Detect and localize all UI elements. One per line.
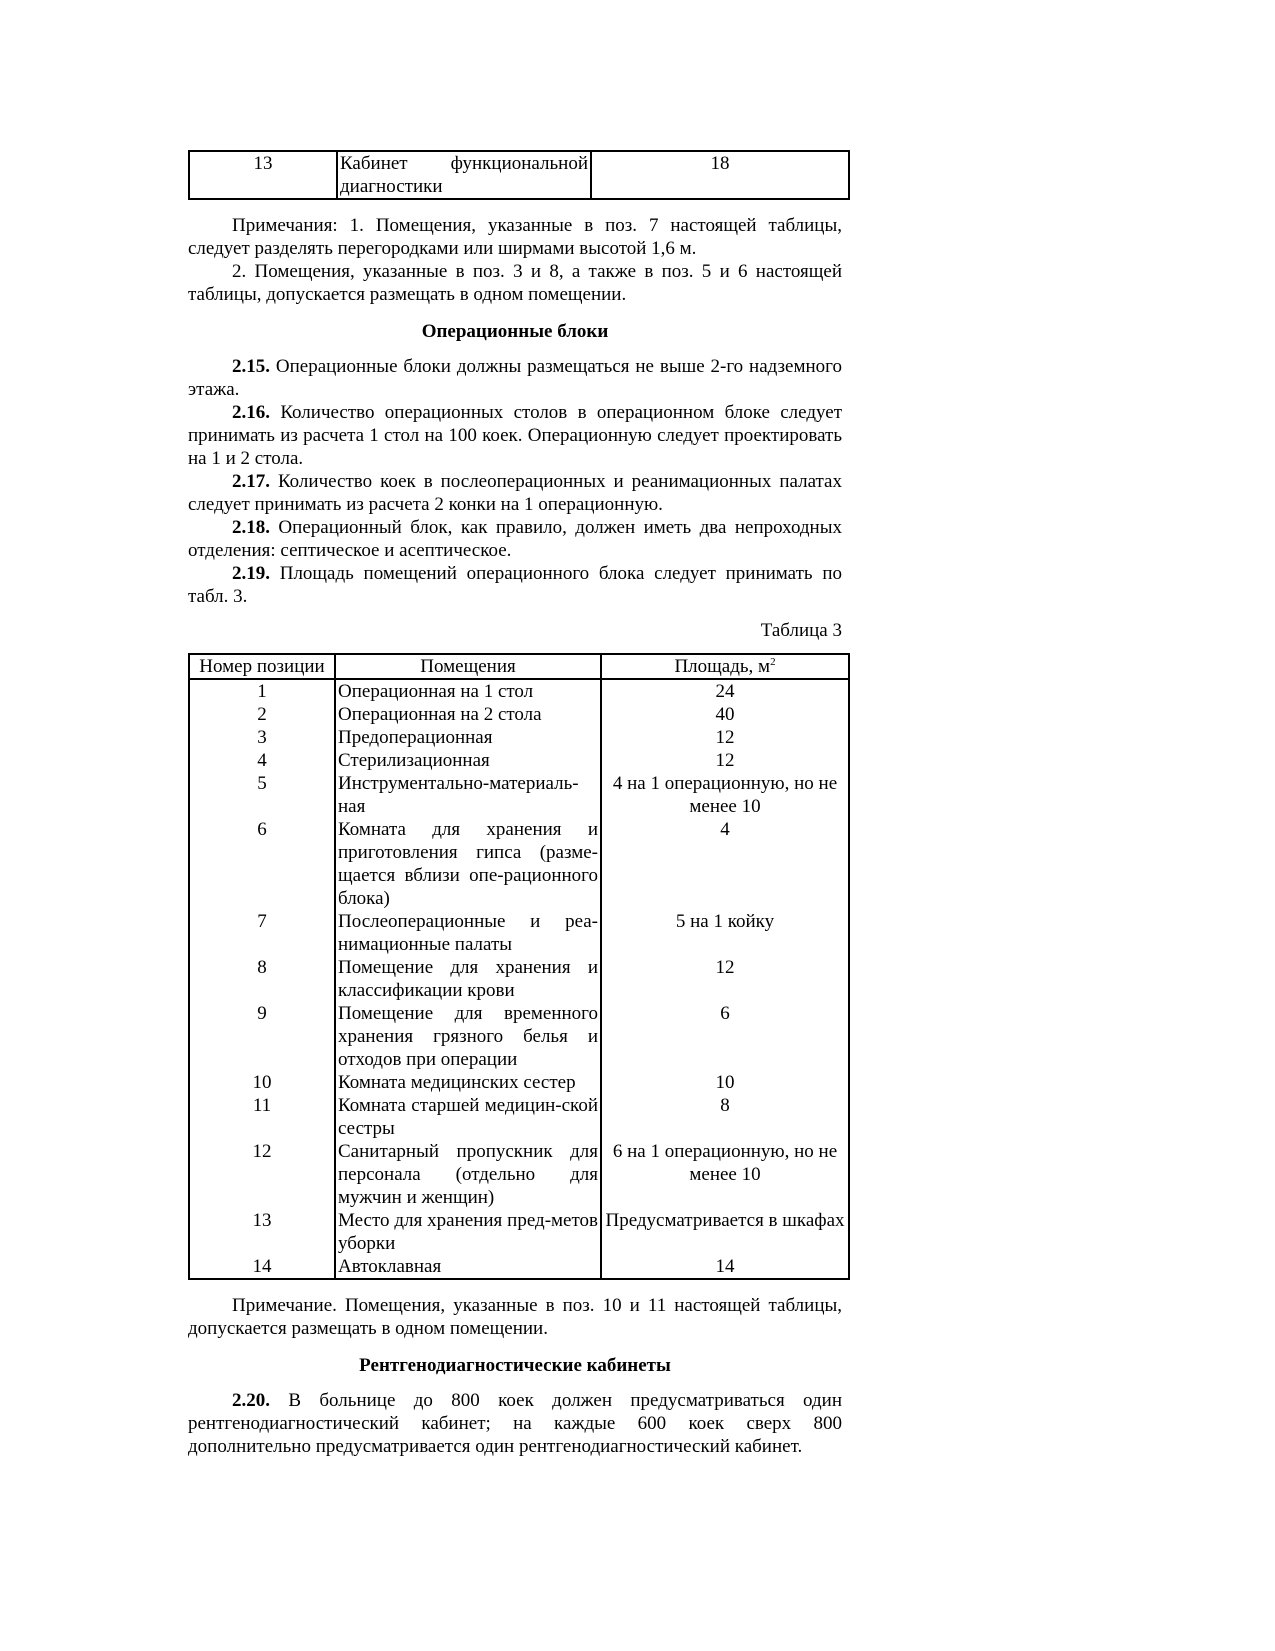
header-position: Номер позиции (189, 654, 335, 679)
table-row (189, 818, 849, 910)
table-row (189, 703, 849, 726)
header-area-unit-sup: 2 (770, 656, 776, 668)
room-area: 24 (601, 679, 849, 703)
position-number: 9 (189, 1002, 335, 1071)
clause-text: Количество коек в послеоперационных и реанимационных палатах следует принимать из расчета 2 конки на 1 операционную. (188, 471, 842, 515)
table-top (188, 150, 850, 200)
section-heading: Рентгенодиагностические кабинеты (359, 1355, 671, 1376)
table-row (189, 956, 849, 1002)
clause-number: 2.18. (232, 517, 270, 538)
room-name: Автоклавная (335, 1255, 601, 1279)
room-name: Комната для хранения и приготовления гипса (разме-щается вблизи опе-рационного блока) (335, 818, 601, 910)
section-heading: Операционные блоки (421, 321, 609, 342)
table-row (189, 1071, 849, 1094)
room-name: Операционная на 1 стол (335, 679, 601, 703)
room-name: Инструментально-материаль-ная (335, 772, 601, 818)
header-area (601, 654, 849, 679)
room-name: Послеоперационные и реа-нимационные палаты (335, 910, 601, 956)
table-row (189, 679, 849, 703)
room-area: 10 (601, 1071, 849, 1094)
room-name: Санитарный пропускник для персонала (отдельно для мужчин и женщин) (335, 1140, 601, 1209)
room-name: Комната старшей медицин-ской сестры (335, 1094, 601, 1140)
note-paragraph: 2. Помещения, указанные в поз. 3 и 8, а также в поз. 5 и 6 настоящей таблицы, допускается размещать в одном помещении. (188, 261, 842, 305)
position-number: 7 (189, 910, 335, 956)
room-area: 18 (591, 151, 849, 199)
position-number: 13 (189, 151, 337, 199)
table-3-body (189, 679, 849, 1279)
header-rooms: Помещения (335, 654, 601, 679)
room-name: Помещение для хранения и классификации крови (335, 956, 601, 1002)
room-area: 4 (601, 818, 849, 910)
position-number: 2 (189, 703, 335, 726)
position-number: 6 (189, 818, 335, 910)
room-name: Место для хранения пред-метов уборки (335, 1209, 601, 1255)
room-area: 6 (601, 1002, 849, 1071)
notes-table-2 (188, 214, 842, 306)
room-area: 14 (601, 1255, 849, 1279)
table-row (189, 1094, 849, 1140)
room-name: Предоперационная (335, 726, 601, 749)
room-area: 12 (601, 726, 849, 749)
room-area: 8 (601, 1094, 849, 1140)
table-header-row (189, 654, 849, 679)
clause-paragraph (188, 562, 842, 608)
table-row (189, 151, 849, 199)
room-area: 4 на 1 операционную, но не менее 10 (601, 772, 849, 818)
position-number: 4 (189, 749, 335, 772)
position-number: 1 (189, 679, 335, 703)
clause-number: 2.16. (232, 402, 270, 423)
note-paragraph: Примечания: 1. Помещения, указанные в поз. 7 настоящей таблицы, следует разделять перегородками или ширмами высотой 1,6 м. (188, 215, 842, 259)
clause-paragraph (188, 1389, 842, 1458)
header-area-label: Площадь, м (674, 656, 771, 677)
clause-text: Операционный блок, как правило, должен иметь два непроходных отделения: септическое и асептическое. (188, 517, 842, 561)
document-page (188, 150, 845, 1458)
table-row (189, 1002, 849, 1071)
note-paragraph: Примечание. Помещения, указанные в поз. 10 и 11 настоящей таблицы, допускается размещать в одном помещении. (188, 1295, 842, 1339)
clause-paragraph (188, 355, 842, 401)
clause-number: 2.17. (232, 471, 270, 492)
room-name: Операционная на 2 стола (335, 703, 601, 726)
table-row (189, 1209, 849, 1255)
clause-text: В больнице до 800 коек должен предусматриваться один рентгенодиагностический кабинет; на каждые 600 коек сверх 800 дополнительно предусматривается один рентгенодиагностический кабинет. (188, 1390, 842, 1457)
room-area: 6 на 1 операционную, но не менее 10 (601, 1140, 849, 1209)
position-number: 12 (189, 1140, 335, 1209)
position-number: 10 (189, 1071, 335, 1094)
clause-text: Операционные блоки должны размещаться не выше 2-го надземного этажа. (188, 356, 842, 400)
room-area: Предусматривается в шкафах (601, 1209, 849, 1255)
clause-number: 2.20. (232, 1390, 270, 1411)
room-area: 12 (601, 749, 849, 772)
table-row (189, 772, 849, 818)
room-name: Помещение для временного хранения грязного белья и отходов при операции (335, 1002, 601, 1071)
position-number: 8 (189, 956, 335, 1002)
room-area: 40 (601, 703, 849, 726)
room-area: 5 на 1 койку (601, 910, 849, 956)
clause-paragraph (188, 516, 842, 562)
clause-paragraph (188, 470, 842, 516)
room-name: Стерилизационная (335, 749, 601, 772)
room-area: 12 (601, 956, 849, 1002)
table-row (189, 1140, 849, 1209)
position-number: 14 (189, 1255, 335, 1279)
table-caption: Таблица 3 (760, 620, 842, 641)
clause-text: Количество операционных столов в операционном блоке следует принимать из расчета 1 стол на 100 коек. Операционную следует проектировать на 1 и 2 стола. (188, 402, 842, 469)
table-row (189, 749, 849, 772)
table-row (189, 910, 849, 956)
clause-number: 2.19. (232, 563, 270, 584)
table-row (189, 726, 849, 749)
clause-paragraph (188, 401, 842, 470)
position-number: 11 (189, 1094, 335, 1140)
clause-text: Площадь помещений операционного блока следует принимать по табл. 3. (188, 563, 842, 607)
room-name: Комната медицинских сестер (335, 1071, 601, 1094)
position-number: 5 (189, 772, 335, 818)
position-number: 3 (189, 726, 335, 749)
notes-table-3 (188, 1294, 842, 1340)
room-name: Кабинет функциональной диагностики (337, 151, 591, 199)
clause-number: 2.15. (232, 356, 270, 377)
table-3 (188, 653, 850, 1280)
table-row (189, 1255, 849, 1279)
position-number: 13 (189, 1209, 335, 1255)
